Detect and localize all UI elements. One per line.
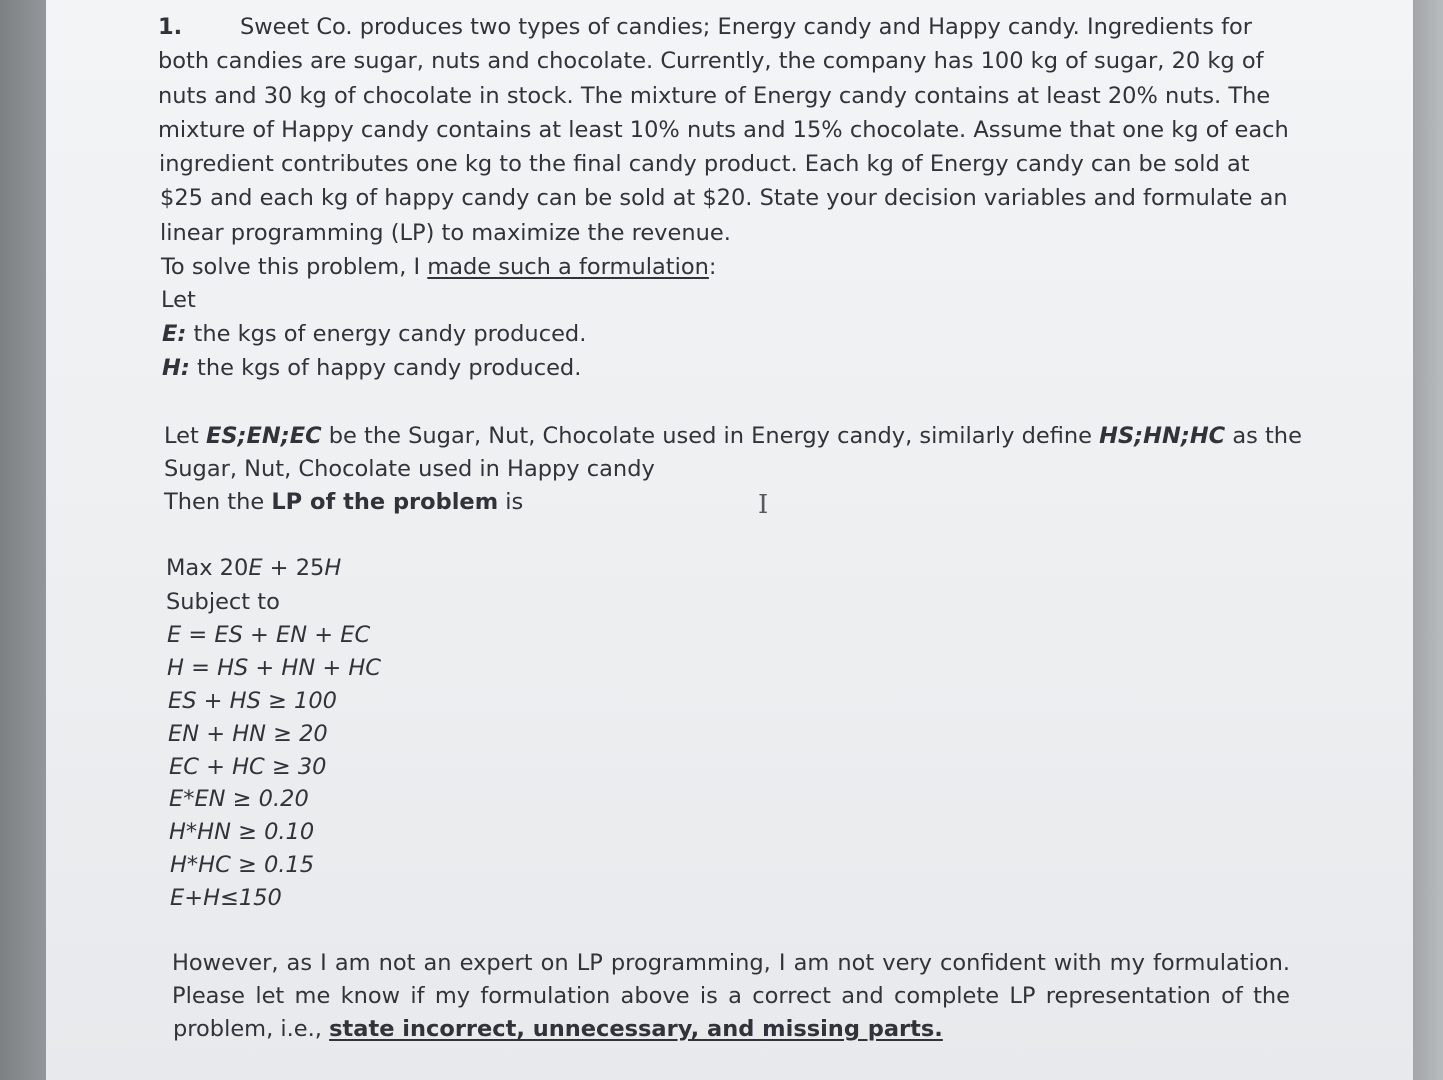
constraint-happy-nuts-ratio: H*HN ≥ 0.10 bbox=[169, 819, 315, 845]
solve-suffix: : bbox=[708, 254, 717, 280]
monitor-bezel-left bbox=[0, 0, 46, 1080]
variable-e-text: the kgs of energy candy produced. bbox=[186, 321, 587, 347]
question-number: 1. bbox=[158, 14, 183, 40]
question-intro-line-5: $25 and each kg of happy candy can be sold at $20. State your decision variables and formulate an bbox=[160, 185, 1288, 211]
happy-ingredient-vars: HS;HN;HC bbox=[1099, 423, 1226, 449]
solve-line bbox=[161, 252, 716, 282]
text-cursor-icon: I bbox=[758, 490, 769, 520]
objective-var-h: H bbox=[324, 555, 342, 581]
question-intro-line-3: mixture of Happy candy contains at least 10% nuts and 15% chocolate. Assume that one kg of each bbox=[158, 117, 1289, 143]
question-first-line bbox=[158, 12, 1252, 42]
question-intro-line-4: ingredient contributes one kg to the final candy product. Each kg of Energy candy can be sold at bbox=[159, 151, 1250, 177]
constraint-chocolate: EC + HC ≥ 30 bbox=[169, 754, 327, 780]
solve-prefix: To solve this problem, I bbox=[161, 254, 428, 280]
variable-h-definition bbox=[162, 353, 581, 383]
lp-intro-line bbox=[164, 487, 523, 517]
constraint-energy-nuts-ratio: E*EN ≥ 0.20 bbox=[169, 786, 309, 812]
then-text-c: is bbox=[498, 489, 524, 515]
constraint-nuts: EN + HN ≥ 20 bbox=[168, 721, 328, 747]
objective-mid: + 25 bbox=[262, 555, 325, 581]
closing-line-3 bbox=[173, 1014, 943, 1044]
closing-prefix: problem, i.e., bbox=[173, 1016, 330, 1042]
auxiliary-variables-line-2: Sugar, Nut, Chocolate used in Happy candy bbox=[164, 456, 655, 482]
constraint-energy-composition: E = ES + EN + EC bbox=[167, 622, 371, 648]
define-text-c: be the Sugar, Nut, Chocolate used in Energy candy, similarly define bbox=[321, 423, 1100, 449]
objective-var-e: E bbox=[248, 555, 263, 581]
subject-to-label: Subject to bbox=[166, 589, 280, 615]
closing-emphasis: state incorrect, unnecessary, and missing parts. bbox=[329, 1016, 943, 1042]
energy-ingredient-vars: ES;EN;EC bbox=[205, 423, 322, 449]
lp-of-problem-label: LP of the problem bbox=[271, 489, 499, 515]
variable-h-text: the kgs of happy candy produced. bbox=[189, 355, 582, 381]
variable-e-definition bbox=[162, 319, 586, 349]
objective-prefix: Max 20 bbox=[166, 555, 249, 581]
question-intro-line-2: nuts and 30 kg of chocolate in stock. The mixture of Energy candy contains at least 20% nuts. The bbox=[158, 83, 1271, 109]
let-label: Let bbox=[161, 287, 196, 313]
question-intro-first: Sweet Co. produces two types of candies; Energy candy and Happy candy. Ingredients for bbox=[240, 14, 1253, 40]
define-text-e: as the bbox=[1225, 423, 1302, 449]
constraint-happy-composition: H = HS + HN + HC bbox=[167, 655, 381, 681]
formulation-link[interactable]: made such a formulation bbox=[427, 254, 709, 280]
variable-h-label: H: bbox=[162, 355, 190, 381]
objective-function bbox=[166, 553, 341, 583]
constraint-total-capacity: E+H≤150 bbox=[170, 885, 282, 911]
closing-line-2: Please let me know if my formulation above is a correct and complete LP representation of the bbox=[172, 983, 1290, 1009]
monitor-bezel-right bbox=[1413, 0, 1443, 1080]
question-intro-line-6: linear programming (LP) to maximize the revenue. bbox=[160, 220, 731, 246]
auxiliary-variables-line-1 bbox=[164, 421, 1302, 451]
constraint-happy-chocolate-ratio: H*HC ≥ 0.15 bbox=[170, 852, 315, 878]
document-page bbox=[46, 0, 1413, 1080]
define-text-a: Let bbox=[164, 423, 206, 449]
then-text-a: Then the bbox=[164, 489, 272, 515]
question-intro-line-1: both candies are sugar, nuts and chocolate. Currently, the company has 100 kg of sugar, 20 kg of bbox=[158, 48, 1264, 74]
variable-e-label: E: bbox=[162, 321, 187, 347]
closing-line-1: However, as I am not an expert on LP programming, I am not very confident with my formulation. bbox=[172, 950, 1290, 976]
constraint-sugar: ES + HS ≥ 100 bbox=[168, 688, 337, 714]
